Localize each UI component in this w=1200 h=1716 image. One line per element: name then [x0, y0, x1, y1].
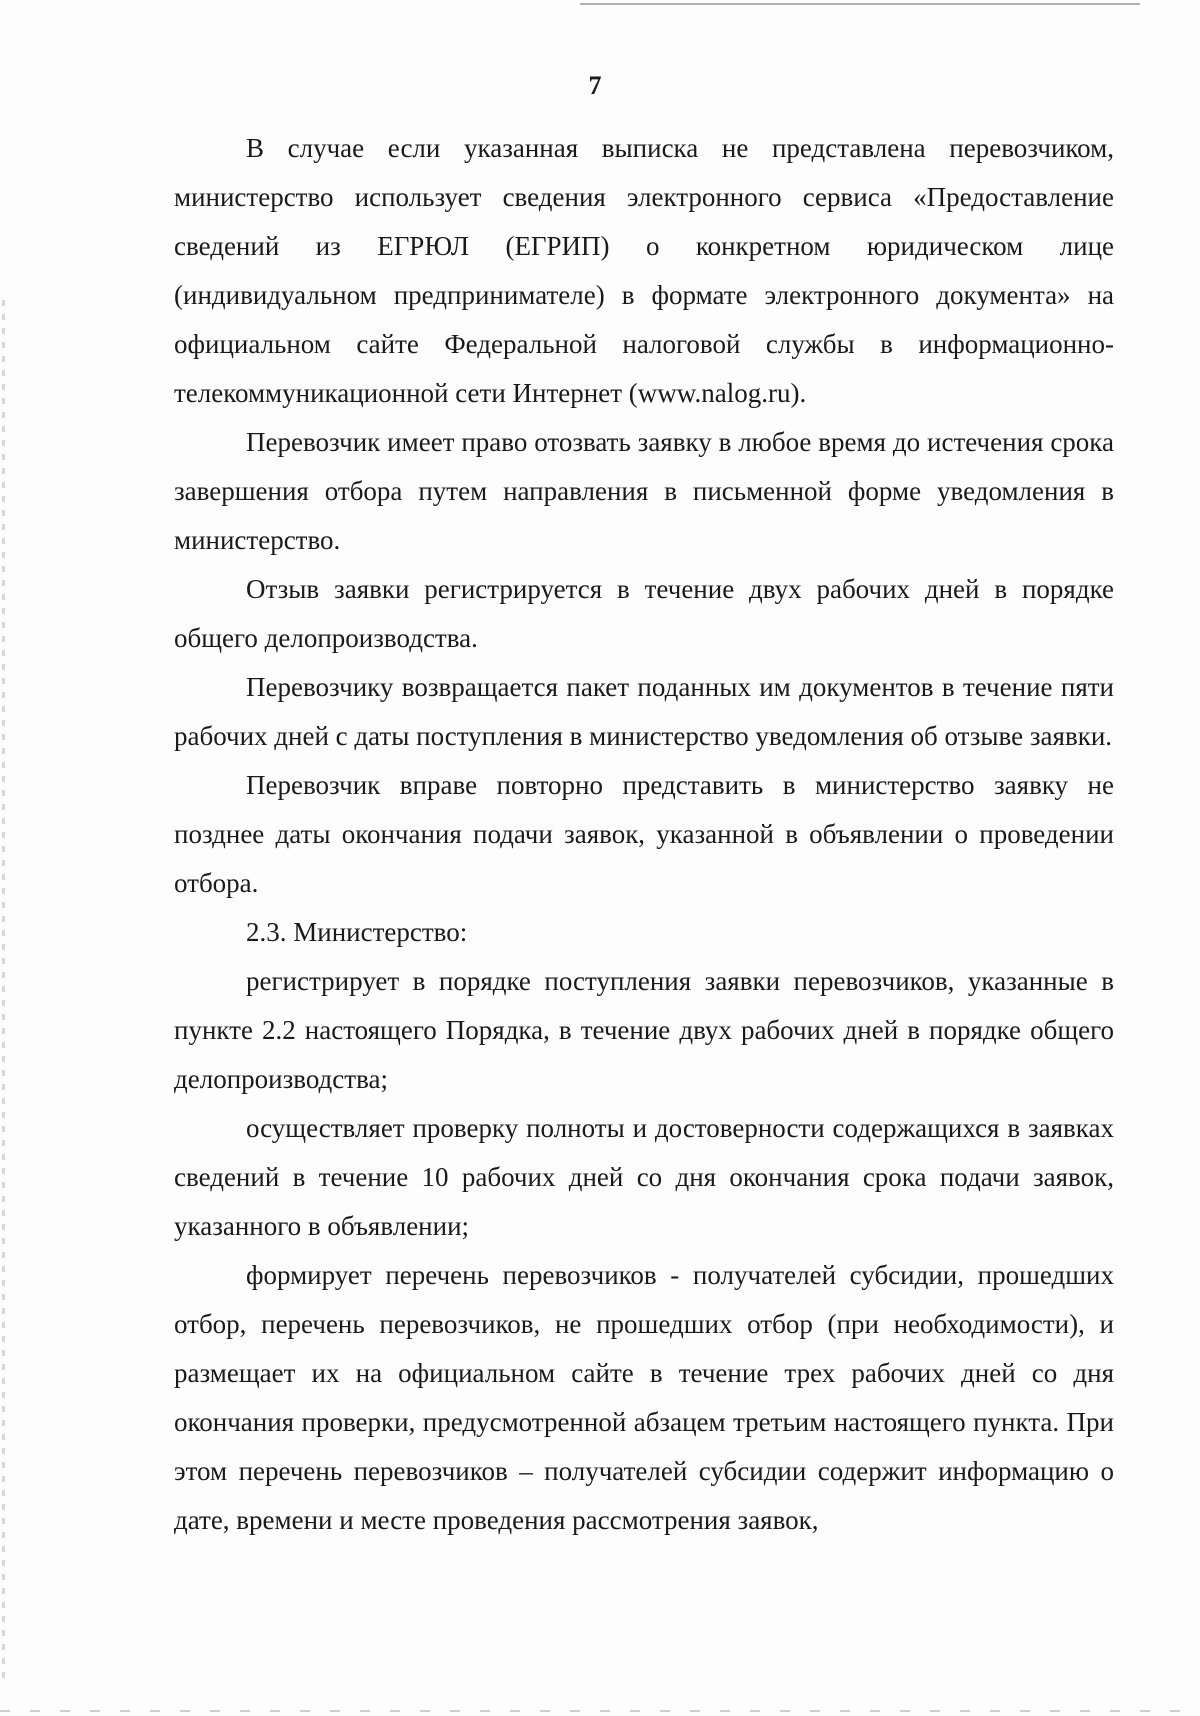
- paragraph-withdraw-right: Перевозчик имеет право отозвать заявку в любое время до истечения срока завершения отбора путем направления в письменной форме уведомления в министерство.: [174, 427, 1114, 555]
- paragraph-egrul-statement: В случае если указанная выписка не представлена перевозчиком, министерство использует сведения электронного сервиса «Предоставление сведений из ЕГРЮЛ (ЕГРИП) о конкретном юридическом лице (индивидуальном предпринимателе) в формате электронного документа» на официальном сайте Федеральной налоговой службы в информационно-телекоммуникационной сети Интернет (www.nalog.ru).: [174, 133, 1114, 408]
- paragraph-documents-return: Перевозчику возвращается пакет поданных им документов в течение пяти рабочих дней с даты поступления в министерство уведомления об отзыве заявки.: [174, 672, 1114, 751]
- paragraph-resubmission: Перевозчик вправе повторно представить в министерство заявку не позднее даты окончания подачи заявок, указанной в объявлении о проведении отбора.: [174, 770, 1114, 898]
- page-number: 7: [588, 71, 602, 100]
- scan-artifact-top-line: [580, 3, 1140, 5]
- paragraph-verification: осуществляет проверку полноты и достоверности содержащихся в заявках сведений в течение 10 рабочих дней со дня окончания срока подачи заявок, указанного в объявлении;: [174, 1113, 1114, 1241]
- paragraph-withdraw-registration: Отзыв заявки регистрируется в течение двух рабочих дней в порядке общего делопроизводства.: [174, 574, 1114, 653]
- paragraph-registers: регистрирует в порядке поступления заявки перевозчиков, указанные в пункте 2.2 настоящего Порядка, в течение двух рабочих дней в порядке общего делопроизводства;: [174, 966, 1114, 1094]
- section-heading-2-3: 2.3. Министерство:: [246, 917, 468, 947]
- document-body: [174, 124, 1114, 1545]
- paragraph-forms-list: формирует перечень перевозчиков - получателей субсидии, прошедших отбор, перечень перевозчиков, не прошедших отбор (при необходимости), и размещает их на официальном сайте в течение трех рабочих дней со дня окончания проверки, предусмотренной абзацем третьим настоящего пункта. При этом перечень перевозчиков – получателей субсидии содержит информацию о дате, времени и месте проведения рассмотрения заявок,: [174, 1260, 1114, 1535]
- scan-artifact-left-edge: [2, 300, 5, 1680]
- scan-artifact-bottom-line: [0, 1710, 1200, 1712]
